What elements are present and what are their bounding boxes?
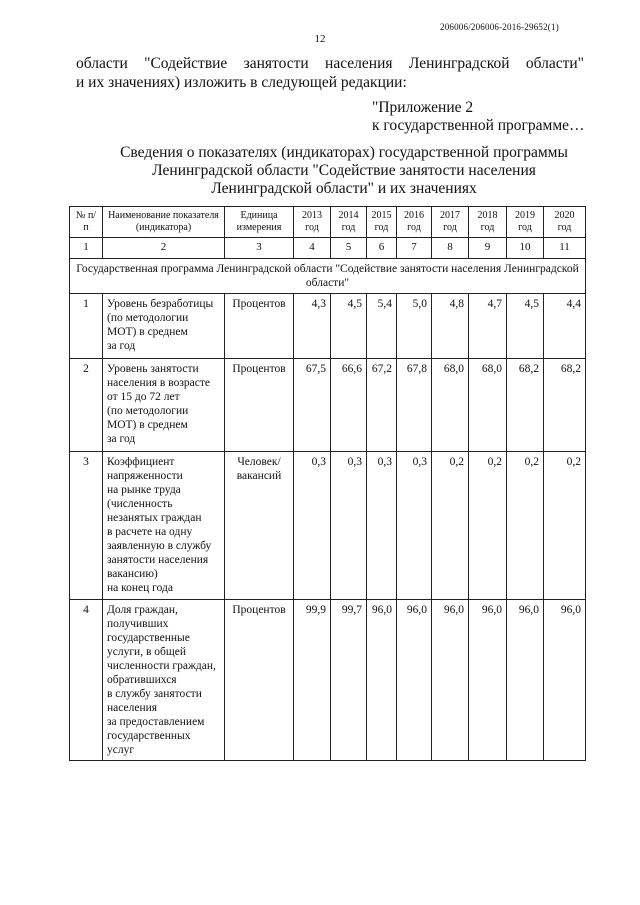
value-cell: 4,3 [294,293,331,358]
section-title: Государственная программа Ленинградской области "Содействие занятости населения Ленинградской области" [70,258,586,293]
column-number: 3 [225,238,294,258]
section-row [70,258,586,293]
value-cell: 96,0 [432,599,469,760]
indicator-name-line: незанятых граждан [107,511,202,524]
value-cell: 4,5 [331,293,367,358]
unit-cell: Процентов [225,293,294,358]
value-cell: 99,9 [294,599,331,760]
column-number: 4 [294,238,331,258]
indicator-name [103,358,225,451]
value-cell: 4,7 [469,293,507,358]
value-cell: 0,3 [367,451,397,599]
unit-cell: Процентов [225,358,294,451]
indicator-name-line: вакансию) [107,567,158,580]
indicator-name-line: Уровень безработицы [107,297,214,310]
column-number: 2 [103,238,225,258]
appendix-caption-line-1: "Приложение 2 [372,99,474,116]
unit-cell: Человек/ вакансий [225,451,294,599]
value-cell: 4,4 [544,293,586,358]
header-unit: Единица измерения [225,207,294,238]
indicator-name-line: Уровень занятости [107,362,199,375]
indicator-name-line: заявленную в службу [107,539,212,552]
value-cell: 66,6 [331,358,367,451]
value-cell: 99,7 [331,599,367,760]
indicator-name-line: (по методологии [107,311,189,324]
row-number: 4 [70,599,103,760]
column-number: 9 [469,238,507,258]
indicator-name-line: получивших [107,617,169,630]
indicator-name-line: на рынке труда [107,483,181,496]
value-cell: 96,0 [367,599,397,760]
unit-cell: Процентов [225,599,294,760]
appendix-caption-line-2: к государственной программе… [372,117,585,134]
header-year: 2014 год [331,207,367,238]
value-cell: 4,8 [432,293,469,358]
column-number: 10 [507,238,544,258]
table-row [70,358,586,451]
value-cell: 68,0 [432,358,469,451]
column-number: 5 [331,238,367,258]
indicator-name-line: численности граждан, [107,659,216,672]
indicator-name [103,599,225,760]
header-indicator-name: Наименование показателя (индикатора) [103,207,225,238]
indicator-name-line: от 15 до 72 лет [107,390,180,403]
column-number: 1 [70,238,103,258]
value-cell: 0,3 [397,451,432,599]
value-cell: 96,0 [507,599,544,760]
indicator-name-line: за год [107,339,136,352]
value-cell: 0,3 [331,451,367,599]
header-year: 2016 год [397,207,432,238]
row-number: 2 [70,358,103,451]
table-row [70,451,586,599]
indicator-name-line: в службу занятости [107,687,202,700]
value-cell: 68,2 [544,358,586,451]
value-cell: 0,2 [507,451,544,599]
indicator-name-line: (численность [107,497,173,510]
header-year: 2020 год [544,207,586,238]
header-number: № п/п [70,207,103,238]
column-number: 7 [397,238,432,258]
indicator-name-line: занятости населения [107,553,209,566]
value-cell: 67,8 [397,358,432,451]
value-cell: 67,5 [294,358,331,451]
table-title-line-2: Ленинградской области "Содействие занятости населения [152,162,536,179]
column-number: 6 [367,238,397,258]
column-number: 11 [544,238,586,258]
value-cell: 68,0 [469,358,507,451]
row-number: 3 [70,451,103,599]
table-row [70,293,586,358]
indicators-table [69,206,586,761]
header-year: 2018 год [469,207,507,238]
value-cell: 68,2 [507,358,544,451]
value-cell: 0,2 [432,451,469,599]
indicator-name-line: Доля граждан, [107,603,178,616]
indicator-name-line: населения в возрасте [107,376,210,389]
indicator-name-line: услуг [107,743,135,756]
indicator-name-line: в расчете на одну [107,525,193,538]
value-cell: 5,4 [367,293,397,358]
value-cell: 0,2 [544,451,586,599]
indicator-name-line: государственные [107,631,190,644]
header-year: 2015 год [367,207,397,238]
value-cell: 67,2 [367,358,397,451]
indicator-name-line: услуги, в общей [107,645,186,658]
indicator-name-line: напряженности [107,469,183,482]
value-cell: 5,0 [397,293,432,358]
indicator-name-line: государственных [107,729,191,742]
document-id: 206006/206006-2016-29652(1) [440,22,559,32]
indicator-name-line: МОТ) в среднем [107,418,188,431]
value-cell: 96,0 [544,599,586,760]
header-year: 2013 год [294,207,331,238]
value-cell: 96,0 [397,599,432,760]
indicator-name-line: обратившихся [107,673,177,686]
indicator-name-line: МОТ) в среднем [107,325,188,338]
header-year: 2017 год [432,207,469,238]
row-number: 1 [70,293,103,358]
table-title-line-1: Сведения о показателях (индикаторах) государственной программы [120,144,568,161]
indicator-name [103,451,225,599]
column-number: 8 [432,238,469,258]
value-cell: 0,3 [294,451,331,599]
indicator-name-line: на конец года [107,581,173,594]
table-header-row [70,207,586,238]
value-cell: 96,0 [469,599,507,760]
page-number: 12 [314,33,326,45]
column-number-row [70,238,586,258]
indicator-name-line: населения [107,701,158,714]
indicator-name-line: Коэффициент [107,455,175,468]
value-cell: 0,2 [469,451,507,599]
intro-text-line-1: области "Содействие занятости населения Ленинградской области" [76,55,584,72]
indicator-name [103,293,225,358]
header-year: 2019 год [507,207,544,238]
intro-text-line-2: и их значениях) изложить в следующей редакции: [76,74,407,91]
indicator-name-line: за год [107,432,136,445]
value-cell: 4,5 [507,293,544,358]
indicator-name-line: (по методологии [107,404,189,417]
table-title-line-3: Ленинградской области" и их значениях [211,180,477,197]
table-row [70,599,586,760]
indicator-name-line: за предоставлением [107,715,205,728]
